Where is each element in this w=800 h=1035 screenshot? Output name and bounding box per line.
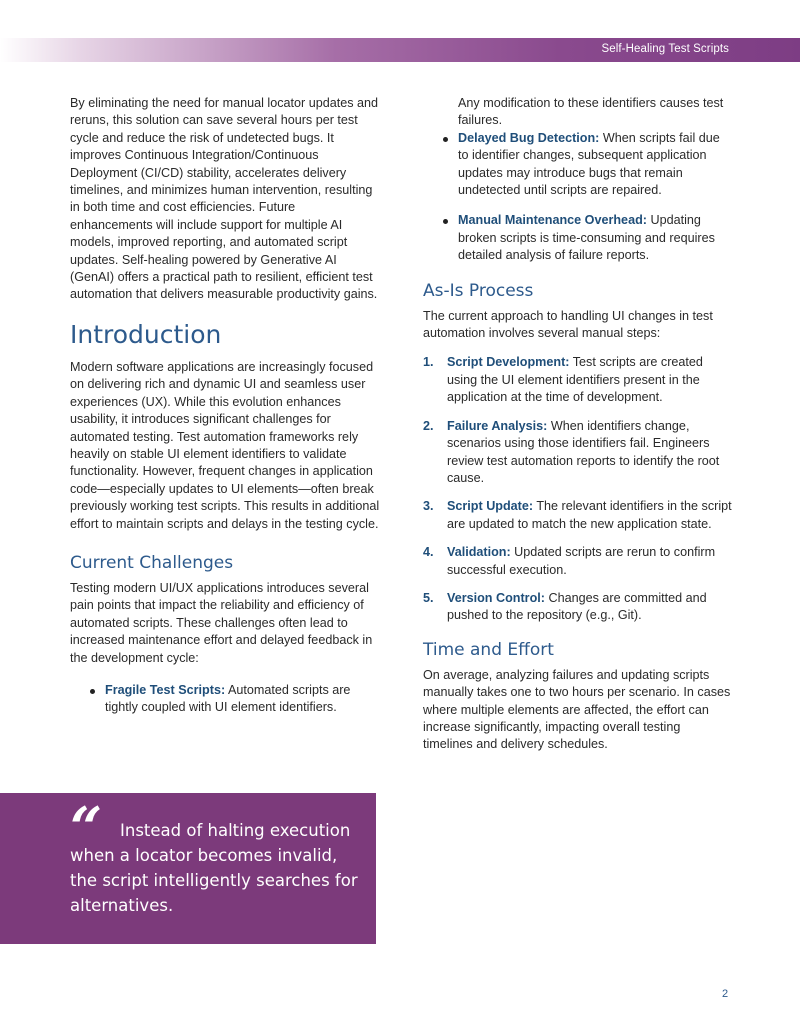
step-text: The relevant identifiers in the script are updated to match the new application state.: [447, 499, 732, 531]
header-band: [0, 38, 800, 62]
step-number: 3.: [423, 499, 434, 514]
step-item: [423, 418, 733, 488]
step-label: Script Development:: [447, 355, 570, 370]
left-column: [70, 95, 380, 730]
challenges-paragraph: Testing modern UI/UX applications introduces several pain points that impact the reliability and efficiency of automated scripts. These challenges often lead to increased maintenance effort and delayed feedback in the development cycle:: [70, 580, 373, 665]
summary-paragraph: By eliminating the need for manual locator updates and reruns, this solution can save several hours per test cycle and reduce the risk of undetected bugs. It improves Continuous Integration/Continuous Deployment (CI/CD) stability, accelerates delivery timelines, and minimizes human intervention, resulting in both time and cost efficiencies. Future enhancements will include support for multiple AI models, improved reporting, and automated script updates. Self-healing powered by Generative AI (GenAI) offers a practical path to resilient, efficient test automation that delivers measurable productivity gains.: [70, 96, 379, 302]
challenges-list-continued: [423, 130, 733, 265]
time-and-effort-paragraph: On average, analyzing failures and updating scripts manually takes one to two hours per scenario. In cases where multiple elements are affected, the effort can increase significantly, impacting overall testing timelines and delivery schedules.: [423, 667, 731, 752]
list-item: [423, 212, 733, 264]
introduction-paragraph: Modern software applications are increasingly focused on delivering rich and dynamic UI and seamless user experiences (UX). While this evolution enhances usability, it introduces significant challenges for automated testing. Test automation frameworks rely heavily on stable UI element identifiers to validate functionality. However, frequent changes in application code—especially updates to UI elements—often break previously working test scripts. This results in additional effort to maintain scripts and delays in the testing cycle.: [70, 359, 380, 531]
quote-mark-icon: “: [70, 795, 103, 861]
step-item: [423, 498, 733, 533]
bullet-text: Updating broken scripts is time-consuming and requires detailed analysis of failure reports.: [458, 213, 715, 263]
step-label: Validation:: [447, 545, 511, 560]
as-is-steps-list: [423, 354, 733, 624]
bullet-text: When scripts fail due to identifier changes, subsequent application updates may introduce bugs that remain undetected until scripts are repaired.: [458, 130, 720, 198]
list-item: [423, 130, 733, 200]
pull-quote-text: Instead of halting execution when a locator becomes invalid, the script intelligently searches for alternatives.: [70, 821, 358, 915]
right-column: [423, 95, 733, 754]
step-item: [423, 354, 733, 406]
bullet-label: Fragile Test Scripts:: [105, 682, 226, 697]
bullet-continuation: Any modification to these identifiers causes test failures.: [458, 96, 724, 128]
current-challenges-heading: Current Challenges: [70, 552, 234, 573]
as-is-process-heading: As-Is Process: [423, 280, 534, 301]
step-text: Test scripts are created using the UI element identifiers present in the application at the time of development.: [447, 355, 703, 405]
step-text: Changes are committed and pushed to the repository (e.g., Git).: [447, 590, 707, 623]
page-number: 2: [722, 988, 729, 1000]
step-label: Failure Analysis:: [447, 418, 548, 433]
step-number: 5.: [423, 590, 434, 605]
step-item: [423, 590, 733, 625]
step-number: 1.: [423, 355, 434, 370]
step-item: [423, 544, 733, 579]
introduction-heading: Introduction: [70, 319, 222, 349]
step-number: 2.: [423, 418, 434, 433]
step-label: Version Control:: [447, 590, 545, 605]
step-label: Script Update:: [447, 499, 534, 514]
running-header-title: Self-Healing Test Scripts: [601, 43, 729, 55]
list-item: [70, 682, 380, 717]
step-text: Updated scripts are rerun to confirm successful execution.: [447, 545, 716, 577]
step-number: 4.: [423, 545, 434, 560]
bullet-label: Delayed Bug Detection:: [458, 130, 600, 145]
time-and-effort-heading: Time and Effort: [423, 639, 554, 660]
step-text: When identifiers change, scenarios using those identifiers fail. Engineers review test automation reports to identify the root cause.: [447, 418, 720, 485]
as-is-paragraph: The current approach to handling UI changes in test automation involves several manual steps:: [423, 308, 713, 341]
challenges-list: [70, 682, 380, 717]
bullet-text: Automated scripts are tightly coupled with UI element identifiers.: [105, 682, 351, 715]
bullet-label: Manual Maintenance Overhead:: [458, 213, 647, 228]
